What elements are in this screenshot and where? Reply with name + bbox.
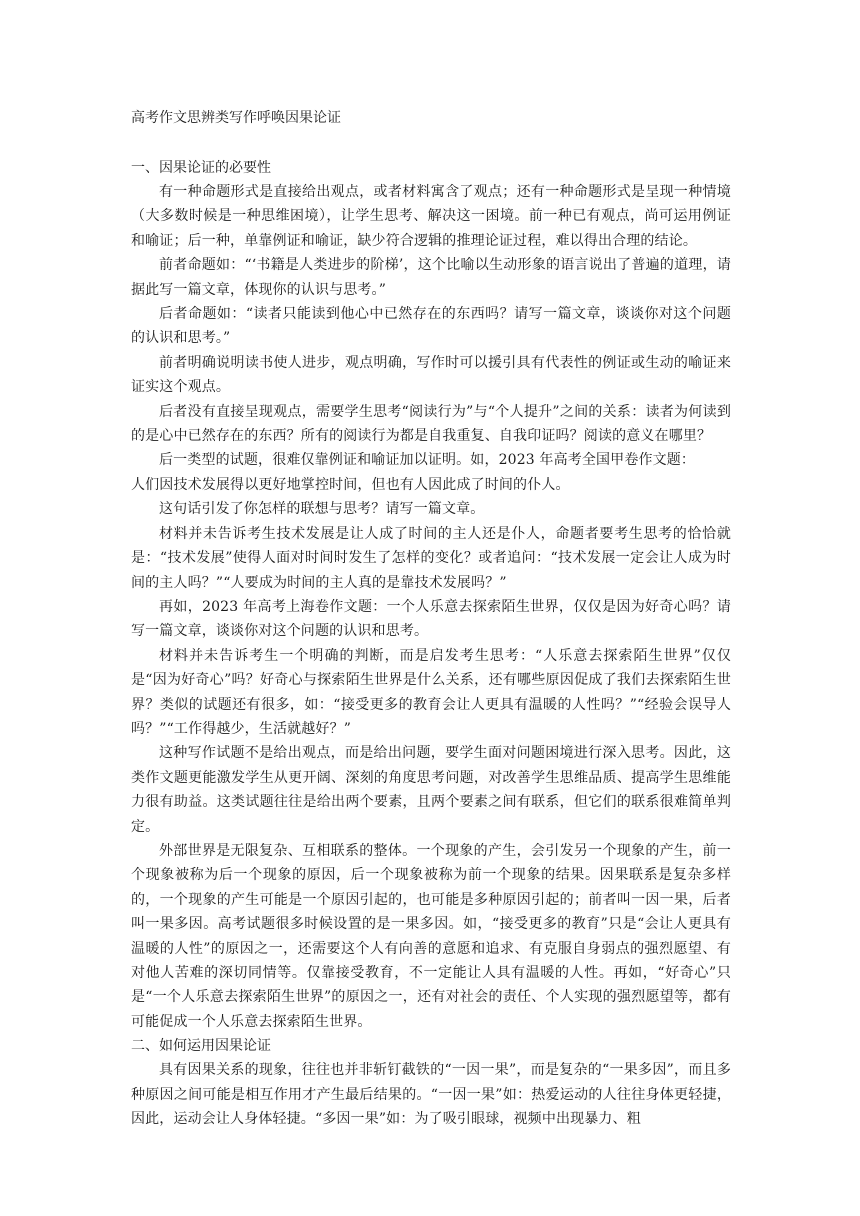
paragraph: 有一种命题形式是直接给出观点，或者材料寓含了观点；还有一种命题形式是呈现一种情境（大多数时候是一种思维困境），让学生思考、解决这一困境。前一种已有观点，尚可运用例证和喻证；后一种，单靠例证和喻证，缺少符合逻辑的推理论证过程，难以得出合理的结论。 bbox=[131, 184, 731, 249]
paragraph: 再如，2023 年高考上海卷作文题：一个人乐意去探索陌生世界，仅仅是因为好奇心吗？请写一篇文章，谈谈你对这个问题的认识和思考。 bbox=[131, 598, 731, 640]
paragraph: 后者命题如：“读者只能读到他心中已然存在的东西吗？请写一篇文章，谈谈你对这个问题的认识和思考。” bbox=[131, 306, 731, 347]
paragraph: 前者明确说明读书使人进步，观点明确，写作时可以援引具有代表性的例证或生动的喻证来证实这个观点。 bbox=[131, 354, 731, 396]
paragraph: 这句话引发了你怎样的联想与思考？请写一篇文章。 bbox=[159, 501, 485, 518]
section-heading-2: 二、如何运用因果论证 bbox=[131, 1038, 271, 1055]
paragraph: 这种写作试题不是给出观点，而是给出问题，要学生面对问题困境进行深入思考。因此，这类作文题更能激发学生从更开阔、深刻的角度思考问题，对改善学生思维品质、提高学生思维能力很有助益。这类试题往往是给出两个要素，且两个要素之间有联系，但它们的联系很难简单判定。 bbox=[131, 745, 731, 835]
quote-line: 人们因技术发展得以更好地掌控时间，但也有人因此成了时间的仆人。 bbox=[131, 476, 570, 493]
document-page bbox=[131, 106, 731, 1131]
paragraph: 具有因果关系的现象，往往也并非斩钉截铁的“一因一果”，而是复杂的“一果多因”，而且多种原因之间可能是相互作用才产生最后结果的。“一因一果”如：热爱运动的人往往身体更轻捷，因此，运动会让人身体轻捷。“多因一果”如：为了吸引眼球，视频中出现暴力、粗 bbox=[131, 1062, 731, 1128]
section-heading-1: 一、因果论证的必要性 bbox=[131, 160, 271, 176]
paragraph: 材料并未告诉考生一个明确的判断，而是启发考生思考：“人乐意去探索陌生世界”仅仅是“因为好奇心”吗？好奇心与探索陌生世界是什么关系，还有哪些原因促成了我们去探索陌生世界？类似的试题还有很多，如：“接受更多的教育会让人更具有温暖的人性吗？”“经验会误导人吗？”“工作得越少，生活就越好？” bbox=[131, 647, 731, 737]
paragraph: 后一类型的试题，很难仅靠例证和喻证加以证明。如，2023 年高考全国甲卷作文题： bbox=[159, 452, 696, 469]
paragraph: 外部世界是无限复杂、互相联系的整体。一个现象的产生，会引发另一个现象的产生，前一个现象被称为后一个现象的原因，后一个现象被称为前一个现象的结果。因果联系是复杂多样的，一个现象的产生可能是一个原因引起的，也可能是多种原因引起的；前者叫一因一果，后者叫一果多因。高考试题很多时候设置的是一果多因。如，“接受更多的教育”只是“会让人更具有温暖的人性”的原因之一，还需要这个人有向善的意愿和追求、有克服自身弱点的强烈愿望、有对他人苦难的深切同情等。仅靠接受教育，不一定能让人具有温暖的人性。再如，“好奇心”只是“一个人乐意去探索陌生世界”的原因之一，还有对社会的责任、个人实现的强烈愿望等，都有可能促成一个人乐意去探索陌生世界。 bbox=[131, 842, 731, 1030]
paragraph: 材料并未告诉考生技术发展是让人成了时间的主人还是仆人，命题者要考生思考的恰恰就是：“技术发展”使得人面对时间时发生了怎样的变化？或者追问：“技术发展一定会让人成为时间的主人吗？”“人要成为时间的主人真的是靠技术发展吗？” bbox=[131, 525, 731, 591]
document-title: 高考作文思辨类写作呼唤因果论证 bbox=[131, 110, 341, 126]
paragraph: 前者命题如：“‘书籍是人类进步的阶梯’，这个比喻以生动形象的语言说出了普遍的道理，请据此写一篇文章，体现你的认识与思考。” bbox=[131, 257, 731, 298]
paragraph: 后者没有直接呈现观点，需要学生思考“阅读行为”与“个人提升”之间的关系：读者为何读到的是心中已然存在的东西？所有的阅读行为都是自我重复、自我印证吗？阅读的意义在哪里？ bbox=[131, 403, 731, 445]
